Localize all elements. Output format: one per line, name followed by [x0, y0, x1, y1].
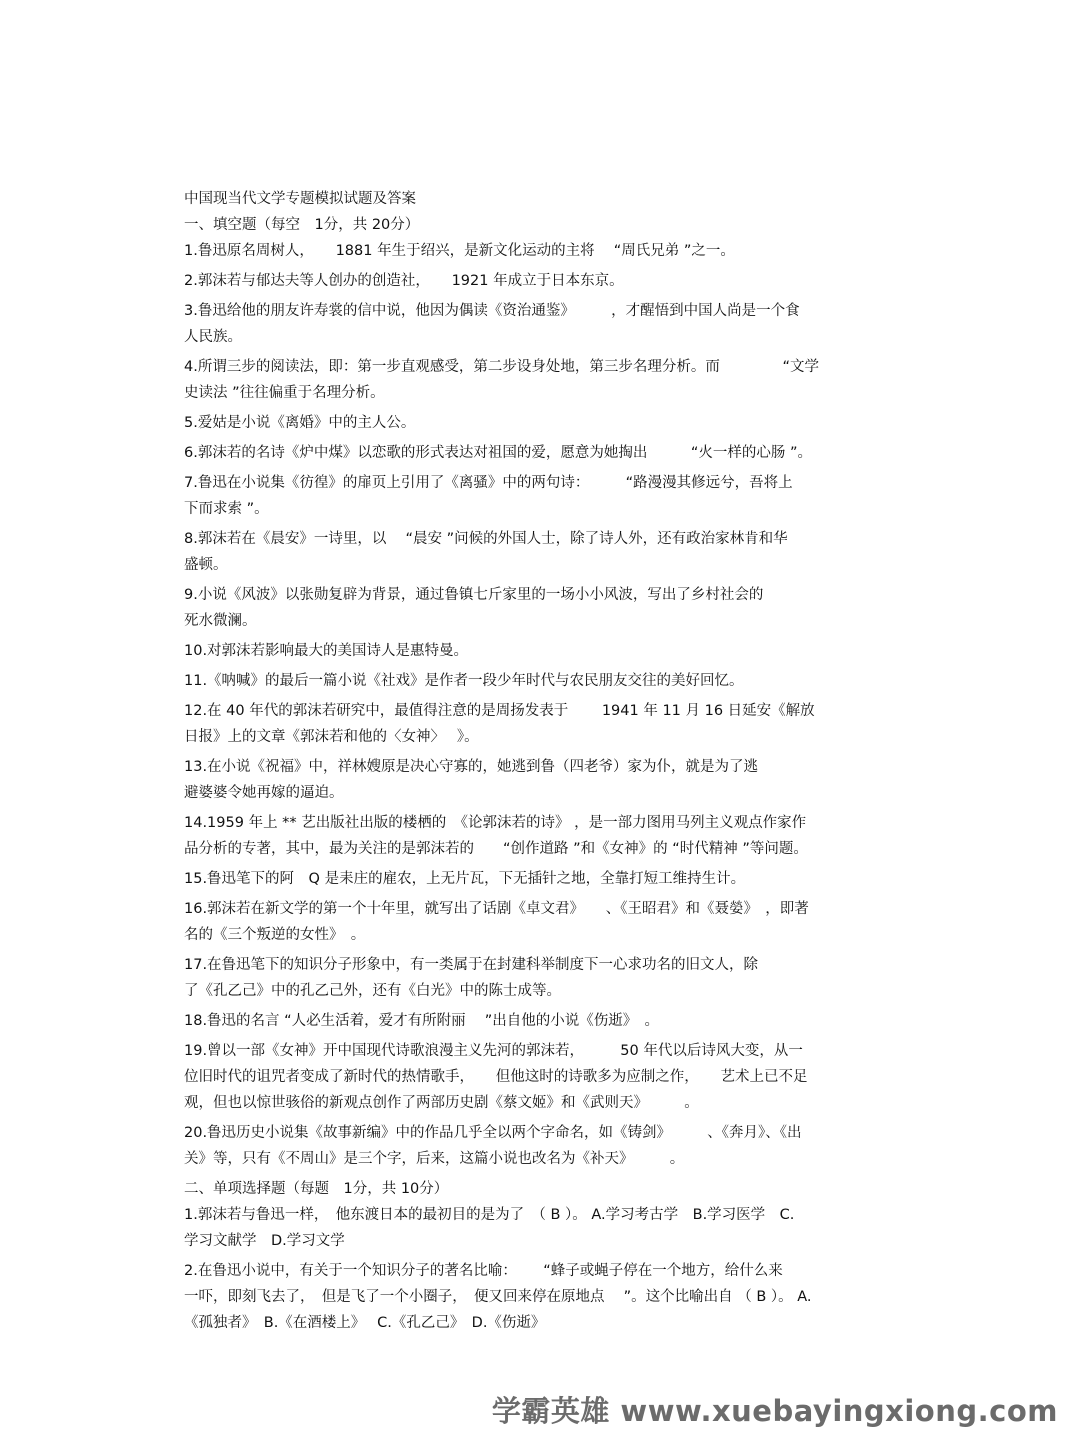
question-line: 避婆婆令她再嫁的逼迫。 — [184, 785, 344, 801]
fill-blank-question — [184, 582, 900, 638]
fill-blank-question — [184, 526, 900, 582]
question-line: 日报》上的文章《郭沫若和他的〈女神〉 》。 — [184, 729, 479, 745]
fill-blank-question — [184, 810, 900, 866]
question-line: 位旧时代的诅咒者变成了新时代的热情歌手， 但他这时的诗歌多为应制之作， 艺术上已不足 — [184, 1069, 808, 1085]
single-choice-question — [184, 1202, 900, 1258]
fill-blank-question — [184, 440, 900, 470]
question-line: 18.鲁迅的名言 “人必生活着，爱才有所附丽 ”出自他的小说《伤逝》 。 — [184, 1013, 660, 1029]
question-line: 下而求索 ”。 — [184, 501, 269, 517]
question-line: 19.曾以一部《女神》开中国现代诗歌浪漫主义先河的郭沫若， 50 年代以后诗风大变，从一 — [184, 1043, 803, 1059]
fill-blank-questions — [184, 238, 900, 1176]
question-line: 人民族。 — [184, 329, 242, 345]
section-heading-fill-blank: 一、填空题（每空 1分，共 20分） — [184, 217, 420, 233]
question-line: 盛顿。 — [184, 557, 228, 573]
fill-blank-question — [184, 410, 900, 440]
question-line: 9.小说《风波》以张勋复辟为背景，通过鲁镇七斤家里的一场小小风波，写出了乡村社会的 — [184, 587, 764, 603]
question-line: 20.鲁迅历史小说集《故事新编》中的作品几乎全以两个字命名，如《铸剑》 、《奔月》、《出 — [184, 1125, 802, 1141]
question-line: 死水微澜。 — [184, 613, 257, 629]
question-line: 2.郭沫若与郁达夫等人创办的创造社， 1921 年成立于日本东京。 — [184, 273, 624, 289]
fill-blank-question — [184, 298, 900, 354]
question-line: 一吓，即刻飞去了， 但是飞了一个小圈子， 便又回来停在原地点 ”。这个比喻出自 （ B ）。 A. — [184, 1289, 812, 1305]
fill-blank-question — [184, 668, 900, 698]
question-line: 名的《三个叛逆的女性》 。 — [184, 927, 366, 943]
question-line: 8.郭沫若在《晨安》一诗里，以 “晨安 ”问候的外国人士，除了诗人外，还有政治家林肯和华 — [184, 531, 788, 547]
fill-blank-question — [184, 698, 900, 754]
question-line: 11.《呐喊》的最后一篇小说《社戏》是作者一段少年时代与农民朋友交往的美好回忆。 — [184, 673, 744, 689]
document-body — [184, 186, 900, 1340]
fill-blank-question — [184, 268, 900, 298]
question-line: 1.鲁迅原名周树人， 1881 年生于绍兴，是新文化运动的主将 “周氏兄弟 ”之一。 — [184, 243, 735, 259]
fill-blank-question — [184, 952, 900, 1008]
question-line: 17.在鲁迅笔下的知识分子形象中，有一类属于在封建科举制度下一心求功名的旧文人，除 — [184, 957, 759, 973]
question-line: 10.对郭沫若影响最大的美国诗人是惠特曼。 — [184, 643, 469, 659]
question-line: 12.在 40 年代的郭沫若研究中，最值得注意的是周扬发表于 1941 年 11 月 16 日延安《解放 — [184, 703, 815, 719]
site-watermark: 学霸英雄 www.xuebayingxiong.com — [491, 1394, 1058, 1428]
question-line: 3.鲁迅给他的朋友许寿裳的信中说，他因为偶读《资治通鉴》 ，才醒悟到中国人尚是一个食 — [184, 303, 800, 319]
question-line: 1.郭沫若与鲁迅一样， 他东渡日本的最初目的是为了 （ B ）。 A.学习考古学 B.学习医学 C. — [184, 1207, 795, 1223]
question-line: 关》等，只有《不周山》是三个字，后来，这篇小说也改名为《补天》 。 — [184, 1151, 685, 1167]
fill-blank-question — [184, 638, 900, 668]
question-line: 6.郭沫若的名诗《炉中煤》以恋歌的形式表达对祖国的爱，愿意为她掏出 “火一样的心肠 ”。 — [184, 445, 812, 461]
fill-blank-question — [184, 896, 900, 952]
question-line: 了《孔乙己》中的孔乙己外，还有《白光》中的陈士成等。 — [184, 983, 561, 999]
fill-blank-question — [184, 238, 900, 268]
question-line: 7.鲁迅在小说集《彷徨》的扉页上引用了《离骚》中的两句诗： “路漫漫其修远兮，吾将上 — [184, 475, 793, 491]
question-line: 13.在小说《祝福》中，祥林嫂原是决心守寡的，她逃到鲁（四老爷）家为仆，就是为了逃 — [184, 759, 759, 775]
question-line: 学习文献学 D.学习文学 — [184, 1233, 345, 1249]
question-line: 15.鲁迅笔下的阿 Q 是耒庄的雇农，上无片瓦，下无插针之地，全靠打短工维持生计。 — [184, 871, 746, 887]
document-title: 中国现当代文学专题模拟试题及答案 — [184, 191, 416, 207]
question-line: 观，但也以惊世骇俗的新观点创作了两部历史剧《蔡文姬》和《武则天》 。 — [184, 1095, 699, 1111]
question-line: 《孤独者》 B.《在酒楼上》 C.《孔乙己》 D.《伤逝》 — [184, 1315, 546, 1331]
fill-blank-question — [184, 470, 900, 526]
question-line: 品分析的专著，其中，最为关注的是郭沫若的 “创作道路 ”和《女神》的 “时代精神 ”等问题。 — [184, 841, 808, 857]
single-choice-questions — [184, 1202, 900, 1340]
fill-blank-question — [184, 1038, 900, 1120]
fill-blank-question — [184, 354, 900, 410]
question-line: 16.郭沫若在新文学的第一个十年里，就写出了话剧《卓文君》 、《王昭君》和《聂嫈》 ，即著 — [184, 901, 809, 917]
question-line: 2.在鲁迅小说中，有关于一个知识分子的著名比喻： “蜂子或蝇子停在一个地方，给什么来 — [184, 1263, 783, 1279]
fill-blank-question — [184, 1120, 900, 1176]
question-line: 4.所谓三步的阅读法，即：第一步直观感受，第二步设身处地，第三步名理分析。而 “文学 — [184, 359, 819, 375]
fill-blank-question — [184, 1008, 900, 1038]
single-choice-question — [184, 1258, 900, 1340]
question-line: 5.爱姑是小说《离婚》中的主人公。 — [184, 415, 416, 431]
fill-blank-question — [184, 754, 900, 810]
section-heading-single-choice: 二、单项选择题（每题 1分，共 10分） — [184, 1181, 449, 1197]
question-line: 史读法 ”往往偏重于名理分析。 — [184, 385, 385, 401]
question-spacer — [184, 1336, 900, 1340]
question-line: 14.1959 年上 ** 艺出版社出版的楼栖的 《论郭沫若的诗》 ，是一部力图用马列主义观点作家作 — [184, 815, 807, 831]
fill-blank-question — [184, 866, 900, 896]
